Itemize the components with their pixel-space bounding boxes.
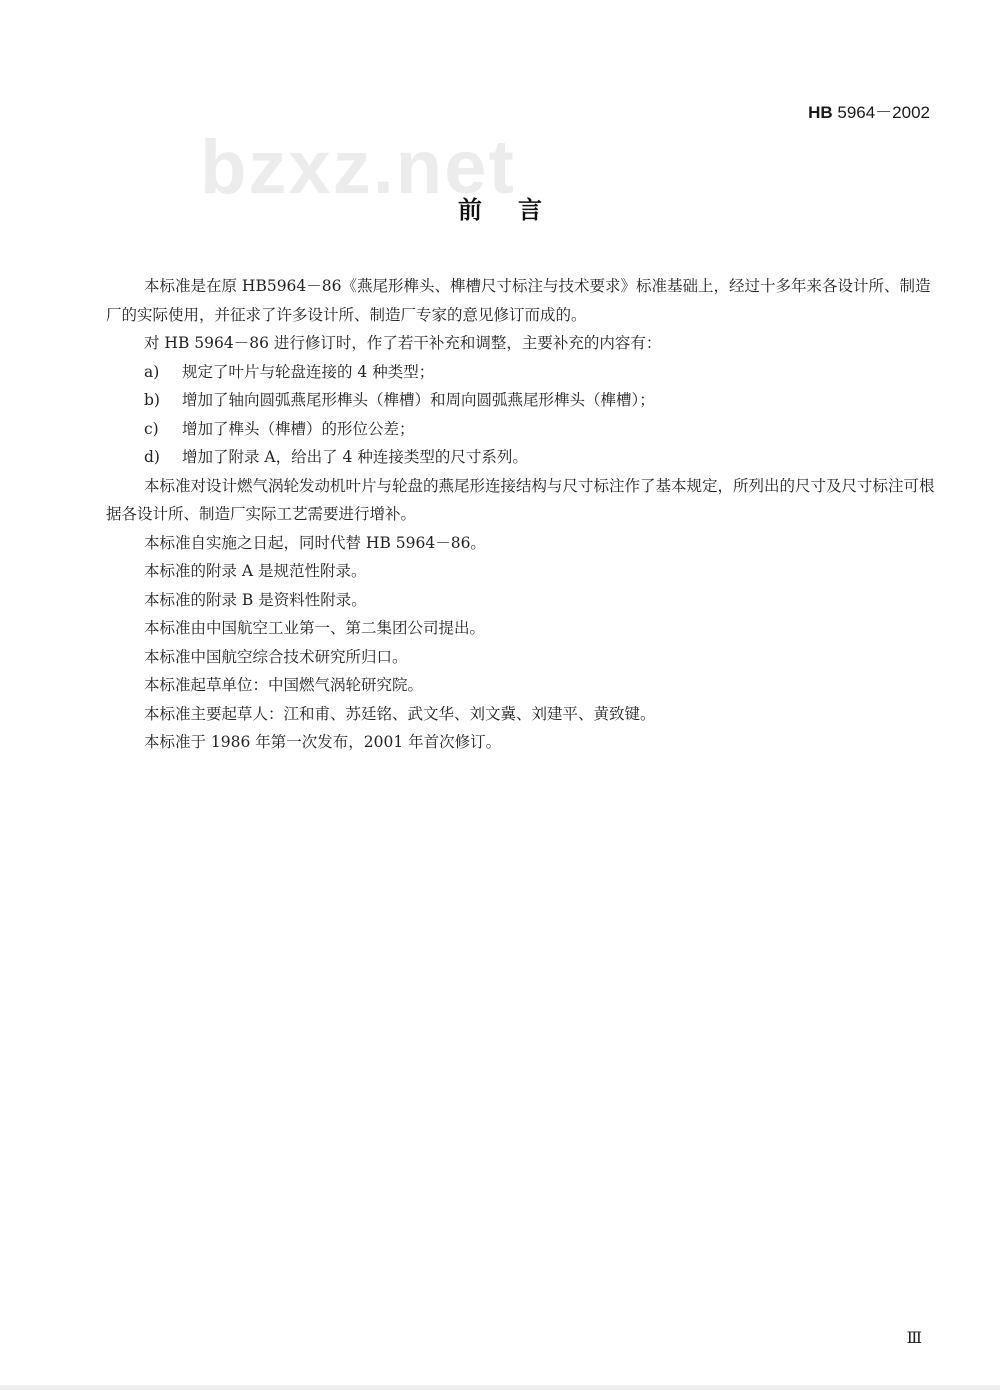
paragraph: 本标准是在原 HB5964－86《燕尾形榫头、榫槽尺寸标注与技术要求》标准基础上，经过十多年来各设计所、制造厂的实际使用，并征求了许多设计所、制造厂专家的意见修订而成的。 xyxy=(106,277,931,324)
standard-code: 5964－2002 xyxy=(837,103,930,122)
list-item-text: 增加了榫头（榫槽）的形位公差； xyxy=(182,419,415,438)
paragraph: 本标准于 1986 年第一次发布，2001 年首次修订。 xyxy=(144,733,502,751)
standard-prefix: HB xyxy=(808,103,833,122)
list-item xyxy=(106,415,936,444)
list-item xyxy=(106,443,936,472)
page-edge xyxy=(0,1385,1000,1390)
paragraph: 本标准起草单位：中国燃气涡轮研究院。 xyxy=(144,676,424,694)
paragraph: 本标准主要起草人：江和甫、苏廷铭、武文华、刘文冀、刘建平、黄致键。 xyxy=(144,704,656,723)
paragraph: 本标准中国航空综合技术研究所归口。 xyxy=(144,647,408,666)
paragraph: 对 HB 5964－86 进行修订时，作了若干补充和调整，主要补充的内容有： xyxy=(144,334,662,352)
list-marker: d) xyxy=(144,448,160,466)
list-item xyxy=(106,386,936,415)
page-number: Ⅲ xyxy=(906,1328,922,1347)
foreword-body xyxy=(106,272,936,757)
paragraph: 本标准对设计燃气涡轮发动机叶片与轮盘的燕尾形连接结构与尺寸标注作了基本规定，所列出的尺寸及尺寸标注可根据各设计所、制造厂实际工艺需要进行增补。 xyxy=(106,476,935,523)
list-item-text: 增加了附录 A，给出了 4 种连接类型的尺寸系列。 xyxy=(182,448,528,466)
list-item-text: 规定了叶片与轮盘连接的 4 种类型； xyxy=(182,362,435,381)
standard-number xyxy=(808,98,930,123)
watermark: bzxz.net xyxy=(200,125,516,210)
page-title: 前言 xyxy=(458,196,578,224)
list-item-text: 增加了轴向圆弧燕尾形榫头（榫槽）和周向圆弧燕尾形榫头（榫槽）； xyxy=(182,391,655,409)
list-marker: c) xyxy=(144,419,159,438)
paragraph: 本标准的附录 A 是规范性附录。 xyxy=(144,562,367,580)
list-marker: b) xyxy=(144,391,160,409)
paragraph: 本标准自实施之日起，同时代替 HB 5964－86。 xyxy=(144,533,486,552)
paragraph: 本标准由中国航空工业第一、第二集团公司提出。 xyxy=(144,619,486,637)
list-item xyxy=(106,358,936,387)
paragraph: 本标准的附录 B 是资料性附录。 xyxy=(144,590,367,609)
list-marker: a) xyxy=(144,362,160,381)
